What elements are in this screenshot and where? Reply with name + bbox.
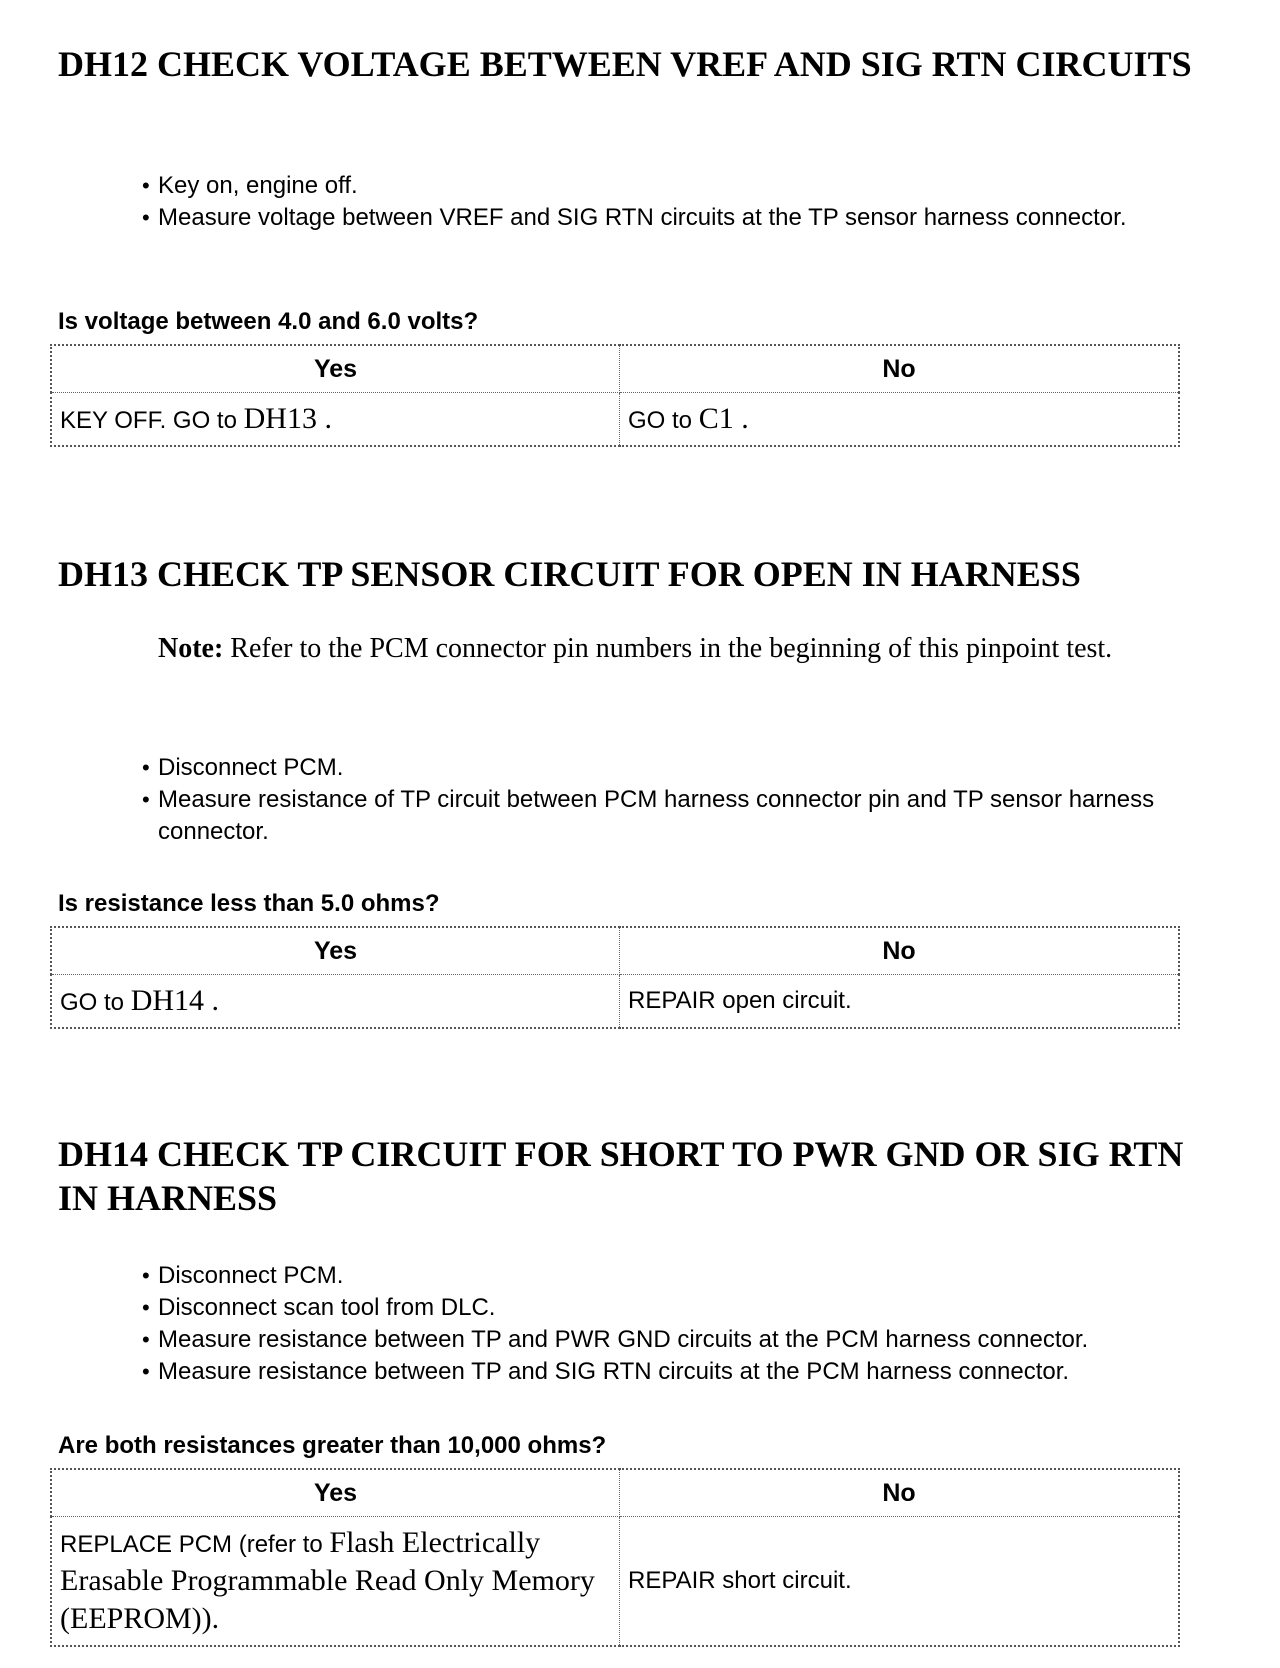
goto-link-dh13[interactable]: DH13 — [243, 402, 317, 435]
question-text: Is resistance less than 5.0 ohms? — [58, 890, 440, 917]
no-cell: REPAIR open circuit. — [620, 975, 1180, 1029]
flash-eeprom-link[interactable]: Flash Electrically Erasable Programmable Read Only Memory (EEPROM) — [60, 1526, 595, 1635]
step-item: • Disconnect PCM. — [142, 752, 1272, 784]
no-header: No — [620, 1469, 1180, 1517]
goto-link-dh14[interactable]: DH14 — [130, 984, 205, 1017]
yes-no-table — [50, 344, 1180, 447]
yes-cell: GO to DH14 . — [51, 975, 620, 1029]
step-list — [142, 752, 1272, 848]
question-text: Is voltage between 4.0 and 6.0 volts? — [58, 308, 479, 335]
no-cell: REPAIR short circuit. — [620, 1517, 1180, 1647]
section-heading: DH14 CHECK TP CIRCUIT FOR SHORT TO PWR GND OR SIG RTN IN HARNESS — [58, 1134, 1184, 1218]
note-text: Refer to the PCM connector pin numbers in the beginning of this pinpoint test. — [230, 633, 1113, 664]
yes-cell: KEY OFF. GO to DH13 . — [51, 393, 620, 447]
table-row — [51, 1517, 1179, 1647]
step-item: • Disconnect scan tool from DLC. — [142, 1292, 1272, 1324]
note-block — [158, 630, 1258, 668]
no-header: No — [620, 345, 1180, 393]
no-cell: GO to C1 . — [620, 393, 1180, 447]
no-header: No — [620, 927, 1180, 975]
yes-header: Yes — [51, 345, 620, 393]
yes-cell — [51, 1517, 620, 1647]
no-text: GO to — [628, 407, 693, 434]
section-dh12 — [58, 42, 1258, 462]
yes-tail: ). — [201, 1602, 220, 1635]
step-item: • Disconnect PCM. — [142, 1260, 1272, 1292]
step-list — [142, 1260, 1272, 1388]
table-header-row — [51, 1469, 1179, 1517]
yes-text: GO to — [60, 989, 125, 1016]
goto-link-c1[interactable]: C1 — [698, 402, 734, 435]
step-item: • Key on, engine off. — [142, 170, 1272, 202]
step-list — [142, 170, 1272, 234]
question-text: Are both resistances greater than 10,000 ohms? — [58, 1432, 607, 1459]
step-item: • Measure resistance between TP and SIG RTN circuits at the PCM harness connector. — [142, 1356, 1272, 1388]
section-dh14 — [58, 1132, 1258, 1652]
note-label: Note: — [158, 633, 224, 664]
table-row — [51, 975, 1179, 1029]
yes-no-table — [50, 1468, 1180, 1647]
table-header-row — [51, 345, 1179, 393]
table-header-row — [51, 927, 1179, 975]
section-heading: DH13 CHECK TP SENSOR CIRCUIT FOR OPEN IN HARNESS — [58, 554, 1081, 594]
yes-header: Yes — [51, 1469, 620, 1517]
section-dh13 — [58, 552, 1258, 1032]
yes-header: Yes — [51, 927, 620, 975]
yes-text: KEY OFF. GO to — [60, 407, 237, 434]
yes-no-table — [50, 926, 1180, 1029]
section-heading: DH12 CHECK VOLTAGE BETWEEN VREF AND SIG RTN CIRCUITS — [58, 44, 1192, 84]
step-item: • Measure resistance between TP and PWR GND circuits at the PCM harness connector. — [142, 1324, 1272, 1356]
yes-text: REPLACE PCM (refer to — [60, 1531, 323, 1558]
table-row — [51, 393, 1179, 447]
step-item: • Measure voltage between VREF and SIG RTN circuits at the TP sensor harness connector. — [142, 202, 1158, 234]
step-item: • Measure resistance of TP circuit between PCM harness connector pin and TP sensor harness connector. — [142, 784, 1228, 848]
